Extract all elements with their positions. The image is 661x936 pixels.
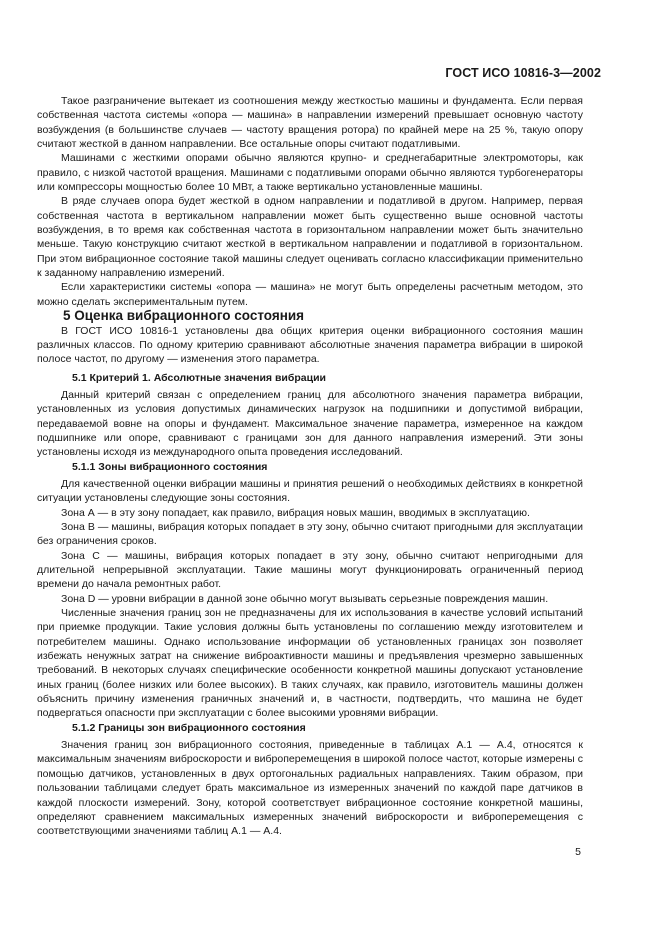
page-number: 5 [575, 846, 581, 858]
document-header: ГОСТ ИСО 10816-3—2002 [445, 66, 601, 80]
paragraph: Зона А — в эту зону попадает, как правило, вибрация новых машин, вводимых в эксплуатацию. [61, 506, 530, 519]
subsection-title: 5.1 Критерий 1. Абсолютные значения вибрации [72, 371, 326, 384]
subsection-title: 5.1.2 Границы зон вибрационного состояния [72, 721, 306, 734]
paragraph: Если характеристики системы «опора — машина» не могут быть определены расчетным методом, это можно сделать экспериментальным путем. [37, 281, 583, 308]
paragraph: Машинами с жесткими опорами обычно являются крупно- и среднегабаритные электромоторы, как правило, с низкой частотой вращения. Машинами с податливыми опорами обычно являются турбогенераторы или компрессоры мощностью более 10 МВт, а также вертикально установленные машины. [37, 152, 583, 194]
paragraph: Данный критерий связан с определением границ для абсолютного значения параметра вибрации, установленных из условия допустимых динамических нагрузок на подшипники и допустимой вибрации, передаваемой вовне на опоры и фундамент. Максимальное значение параметра, измеренное на каждом подшипнике или опоре, сравнивают с границами зон для данного направления измерений. Эти зоны установлены исходя из международного опыта проведения исследований. [37, 388, 583, 459]
paragraph: Такое разграничение вытекает из соотношения между жесткостью машины и фундамента. Если первая собственная частота системы «опора — машина» в направлении измерений превышает основную частоту возбуждения (в большинстве случаев — частоту вращения ротора) по крайней мере на 25 %, такую опору считают жесткой в данном направлении. Все остальные опоры считают податливыми. [37, 95, 583, 151]
paragraph: Зона D — уровни вибрации в данной зоне обычно могут вызывать серьезные повреждения машин. [61, 592, 549, 605]
section-title: 5 Оценка вибрационного состояния [63, 308, 305, 324]
subsection-title: 5.1.1 Зоны вибрационного состояния [72, 460, 268, 473]
paragraph: Численные значения границ зон не предназначены для их использования в качестве условий испытаний при приемке продукции. Такие условия должны быть установлены по соглашению между изготовителем и потребителем машины. Однако использование информации об установленных границах зон позволяет избежать ненужных затрат на снижение виброактивности машины и предъявления чрезмерно завышенных требований. В некоторых случаях специфические особенности конкретной машины допускают установление иных границ (более низких или более высоких). В таких случаях, как правило, изготовитель машины должен объяснить причину изменения граничных значений и, в частности, подтвердить, что машина не будет подвергаться опасности при эксплуатации с более высокими уровнями вибрации. [37, 607, 583, 720]
paragraph: Зона С — машины, вибрация которых попадает в эту зону, обычно считают непригодными для длительной непрерывной эксплуатации. Такие машины могут функционировать ограниченный период времени до начала ремонтных работ. [37, 549, 583, 591]
body-text [37, 94, 583, 839]
paragraph: В ГОСТ ИСО 10816-1 установлены два общих критерия оценки вибрационного состояния машин различных классов. По одному критерию сравнивают абсолютные значения параметра вибрации в широкой полосе частот, по другому — изменения этого параметра. [37, 324, 583, 366]
paragraph: Значения границ зон вибрационного состояния, приведенные в таблицах А.1 — А.4, относятся к максимальным значениям виброскорости и виброперемещения в широкой полосе частот, которые измерены с помощью датчиков, установленных в двух ортогональных радиальных направлениях. Таким образом, при пользовании таблицами следует брать максимальное из измеренных значений по каждой паре датчиков в каждой плоскости измерений. Зону, которой соответствует вибрационное состояние конкретной машины, определяют сравнением максимальных измеренных значений виброскорости и виброперемещения с соответствующими значениями таблиц А.1 — А.4. [37, 739, 583, 838]
paragraph: В ряде случаев опора будет жесткой в одном направлении и податливой в другом. Например, первая собственная частота в вертикальном направлении может быть существенно выше основной частоты возбуждения, в то время как собственная частота в горизонтальном направлении может быть значительно меньше. Такую конструкцию считают жесткой в вертикальном направлении и податливой в горизонтальном. При этом вибрационное состояние такой машины следует оценивать согласно классификации применительно к заданному направлению измерений. [37, 195, 583, 280]
paragraph: Зона В — машины, вибрация которых попадает в эту зону, обычно считают пригодными для эксплуатации без ограничения сроков. [37, 520, 583, 548]
paragraph: Для качественной оценки вибрации машины и принятия решений о необходимых действиях в конкретной ситуации установлены следующие зоны состояния. [37, 477, 583, 505]
